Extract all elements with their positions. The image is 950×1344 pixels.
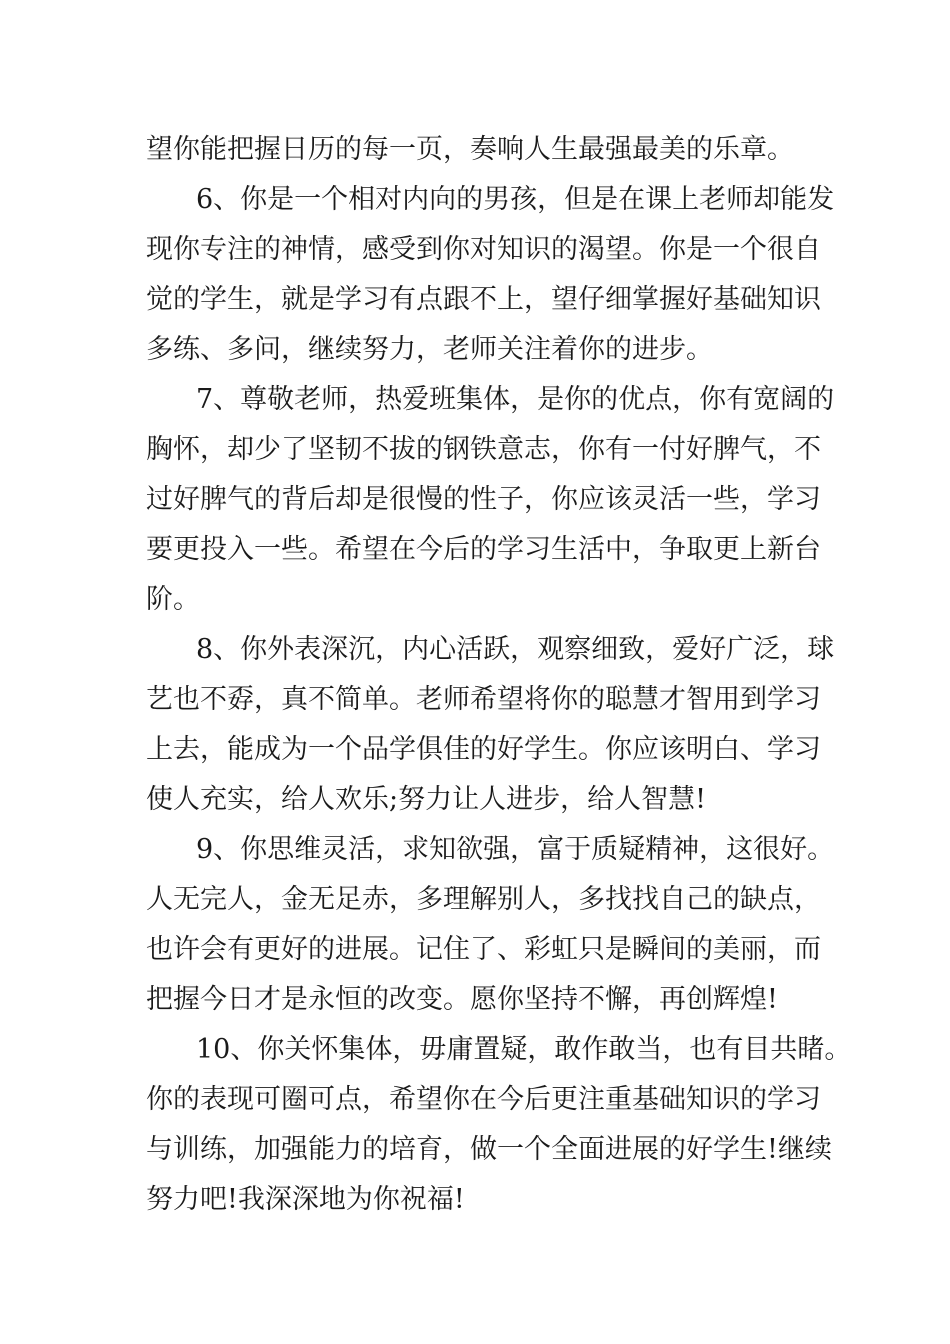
text-line: 使人充实，给人欢乐;努力让人进步，给人智慧! xyxy=(146,784,706,815)
text-line: 阶。 xyxy=(146,584,200,615)
text-line: 胸怀，却少了坚韧不拔的钢铁意志，你有一付好脾气，不 xyxy=(146,434,821,465)
text-line: 努力吧!我深深地为你祝福! xyxy=(146,1184,465,1215)
paragraph-6-line: 6、你是一个相对内向的男孩，但是在课上老师却能发 xyxy=(196,184,835,215)
text-line: 要更投入一些。希望在今后的学习生活中，争取更上新台 xyxy=(146,534,821,565)
text-line: 艺也不孬，真不简单。老师希望将你的聪慧才智用到学习 xyxy=(146,684,821,715)
text-line: 人无完人，金无足赤，多理解别人，多找找自己的缺点， xyxy=(146,884,821,915)
text-line: 多练、多问，继续努力，老师关注着你的进步。 xyxy=(146,334,713,365)
text-line: 觉的学生，就是学习有点跟不上，望仔细掌握好基础知识 xyxy=(146,284,821,315)
paragraph-10-line: 10、你关怀集体，毋庸置疑，敢作敢当，也有目共睹。 xyxy=(196,1034,852,1065)
text-line: 上去，能成为一个品学俱佳的好学生。你应该明白、学习 xyxy=(146,734,821,765)
text-line: 也许会有更好的进展。记住了、彩虹只是瞬间的美丽，而 xyxy=(146,934,821,965)
paragraph-8-line: 8、你外表深沉，内心活跃，观察细致，爱好广泛，球 xyxy=(196,634,835,665)
text-line: 望你能把握日历的每一页，奏响人生最强最美的乐章。 xyxy=(146,134,794,165)
text-line: 与训练，加强能力的培育，做一个全面进展的好学生!继续 xyxy=(146,1134,832,1165)
paragraph-7-line: 7、尊敬老师，热爱班集体，是你的优点，你有宽阔的 xyxy=(196,384,835,415)
text-line: 把握今日才是永恒的改变。愿你坚持不懈，再创辉煌! xyxy=(146,984,778,1015)
text-line: 你的表现可圈可点，希望你在今后更注重基础知识的学习 xyxy=(146,1084,821,1115)
text-line: 过好脾气的背后却是很慢的性子，你应该灵活一些，学习 xyxy=(146,484,821,515)
paragraph-9-line: 9、你思维灵活，求知欲强，富于质疑精神，这很好。 xyxy=(196,834,835,865)
text-line: 现你专注的神情，感受到你对知识的渴望。你是一个很自 xyxy=(146,234,821,265)
